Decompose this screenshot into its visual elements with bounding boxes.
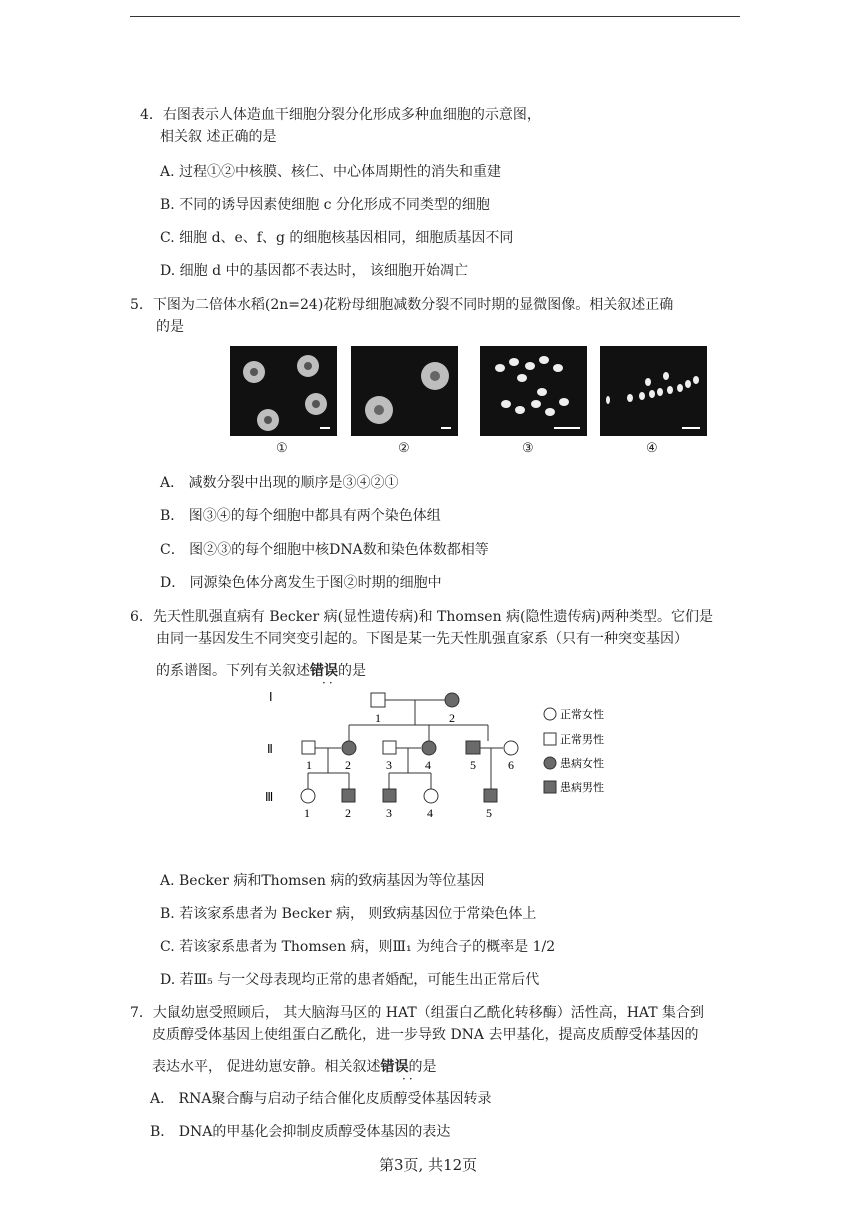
q6-option-a: A. Becker 病和Thomsen 病的致病基因为等位基因 [160,873,485,889]
emphasis-dots-q7: ·· [402,1072,416,1086]
legend-affected-male: 患病男性 [560,781,604,794]
micrograph-label-2: ② [398,441,410,456]
num-II5: 5 [470,758,476,772]
pedigree-II4-affected-female [422,741,436,755]
q5-option-d: D． 同源染色体分离发生于图②时期的细胞中 [160,575,442,591]
q6-stem-suffix: 的是 [338,663,366,679]
num-II2: 2 [345,758,351,772]
num-III1: 1 [304,806,310,820]
q7-option-b: B． DNA的甲基化会抑制皮质醇受体基因的表达 [150,1124,451,1140]
num-I2: 2 [449,711,455,725]
micrograph-label-1: ① [276,441,288,456]
q4-option-d: D. 细胞 d 中的基因都不表达时， 该细胞开始凋亡 [160,263,468,279]
q4-option-c: C. 细胞 d、e、f、g 的细胞核基因相同，细胞质基因不同 [160,230,514,246]
q5-option-c: C． 图②③的每个细胞中核DNA数和染色体数都相等 [160,542,489,558]
q5-stem-line1: 5．下图为二倍体水稻(2n=24)花粉母细胞减数分裂不同时期的显微图像。相关叙述正确 [130,297,674,313]
q7-stem-suffix: 的是 [408,1059,437,1075]
num-III4: 4 [427,806,433,820]
micrograph-3 [480,346,587,436]
gen-label-III: Ⅲ [265,790,274,804]
pedigree-II2-affected-female [342,741,356,755]
q4-stem-line1: 4．右图表示人体造血干细胞分裂分化形成多种血细胞的示意图， [140,107,541,123]
gen-label-I: Ⅰ [269,690,273,704]
pedigree-II6-normal-female [504,741,518,755]
q7-stem-line3 [152,1056,436,1076]
q6-option-b: B. 若该家系患者为 Becker 病， 则致病基因位于常染色体上 [160,906,537,922]
q6-option-c: C. 若该家系患者为 Thomsen 病，则Ⅲ₁ 为纯合子的概率是 1/2 [160,939,556,955]
pedigree-III4-normal-female [424,789,438,803]
pedigree-II3-normal-male [383,741,396,754]
num-III3: 3 [386,806,392,820]
q5-stem-line2: 的是 [156,319,184,335]
pedigree-III3-affected-male [383,789,396,802]
micrograph-1 [230,346,337,436]
q4-stem-line2: 相关叙 述正确的是 [160,129,277,145]
q7-option-a: A． RNA聚合酶与启动子结合催化皮质醇受体基因转录 [150,1091,492,1107]
micrograph-4 [600,346,707,436]
q4-option-a: A. 过程①②中核膜、核仁、中心体周期性的消失和重建 [160,164,502,180]
micrograph-2 [351,346,458,436]
pedigree-II1-normal-male [302,741,315,754]
num-II4: 4 [425,758,431,772]
q6-stem-line1: 6．先天性肌强直病有 Becker 病(显性遗传病)和 Thomsen 病(隐性遗传病)两种类型。它们是 [130,609,713,625]
q5-option-a: A． 减数分裂中出现的顺序是③④②① [160,475,399,491]
pedigree-III1-normal-female [301,789,315,803]
num-III2: 2 [345,806,351,820]
num-II3: 3 [386,758,392,772]
q7-emphasis-error: 错误 [380,1059,409,1075]
emphasis-dots: ·· [322,676,336,690]
page-footer: 第3页, 共12页 [379,1156,478,1174]
q7-stem-line2: 皮质醇受体基因上使组蛋白乙酰化，进一步导致 DNA 去甲基化，提高皮质醇受体基因的 [152,1027,699,1043]
q6-option-d: D. 若Ⅲ₅ 与一父母表现均正常的患者婚配，可能生出正常后代 [160,972,540,988]
num-II1: 1 [306,758,312,772]
q6-stem-prefix: 的系谱图。下列有关叙述 [156,663,310,679]
micrograph-label-4: ④ [646,441,658,456]
q6-emphasis-error: 错误 [310,663,338,679]
pedigree-III2-affected-male [342,789,355,802]
header-rule [130,16,740,17]
q4-option-b: B. 不同的诱导因素使细胞 c 分化形成不同类型的细胞 [160,197,490,213]
q5-option-b: B． 图③④的每个细胞中都具有两个染色体组 [160,508,441,524]
num-III5: 5 [486,806,492,820]
num-I1: 1 [375,711,381,725]
micrograph-label-3: ③ [522,441,534,456]
legend-affected-female: 患病女性 [560,757,604,770]
pedigree-II5-affected-male [466,741,480,754]
q7-stem-prefix: 表达水平， 促进幼崽安静。相关叙述 [152,1059,381,1075]
q6-stem-line2: 由同一基因发生不同突变引起的。下图是某一先天性肌强直家系（只有一种突变基因） [156,631,688,647]
q7-stem-line1: 7．大鼠幼崽受照顾后， 其大脑海马区的 HAT（组蛋白乙酰化转移酶）活性高，HAT 集合到 [130,1005,705,1021]
pedigree-chart [255,685,615,824]
legend-normal-female: 正常女性 [560,708,604,721]
gen-label-II: Ⅱ [267,742,273,756]
legend-normal-male: 正常男性 [560,733,604,746]
num-II6: 6 [508,758,514,772]
pedigree-III5-affected-male [484,789,497,802]
pedigree-I1-normal-male [371,693,385,707]
pedigree-I2-affected-female [445,693,459,707]
